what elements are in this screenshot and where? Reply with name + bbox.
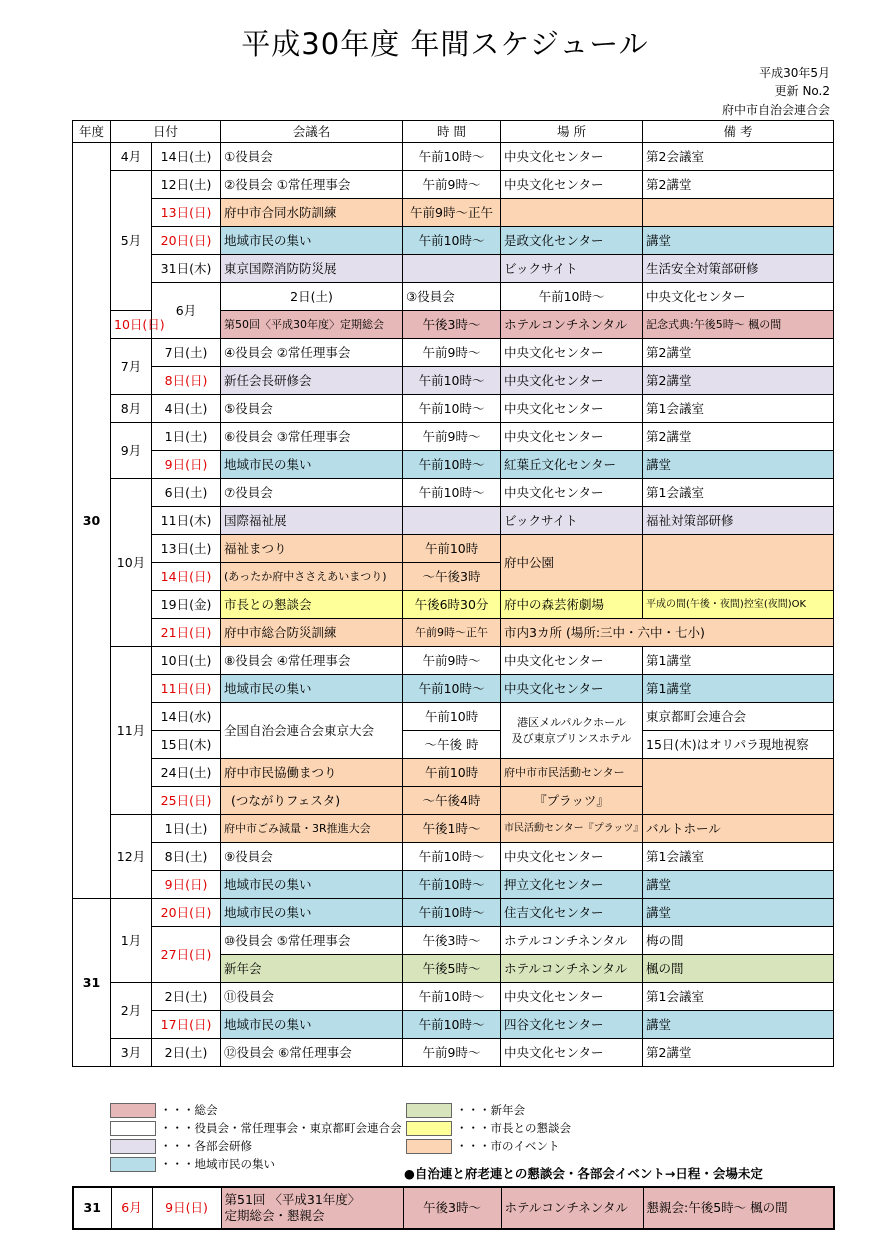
page-title: 平成30年度 年間スケジュール <box>241 27 649 61</box>
meeting-cell: 府中市民協働まつり <box>221 759 403 787</box>
fiscal-year-30: 30 <box>73 143 111 899</box>
table-row <box>73 703 834 731</box>
note-cell: 第2講堂 <box>643 367 834 395</box>
place-cell: 『プラッツ』 <box>501 787 643 815</box>
place-cell: 府中の森芸術劇場 <box>501 591 643 619</box>
place-cell: ビックサイト <box>501 507 643 535</box>
meeting-cell: 府中市合同水防訓練 <box>221 199 403 227</box>
meeting-cell: 地域市民の集い <box>221 675 403 703</box>
month-cell: 11月 <box>111 647 152 815</box>
month-cell: 10月 <box>111 479 152 647</box>
date-cell: 19日(金) <box>152 591 221 619</box>
note-cell: 講堂 <box>643 1011 834 1039</box>
header-meeting: 会議名 <box>221 121 403 143</box>
place-cell: 中央文化センター <box>501 1039 643 1067</box>
note-cell: 第1会議室 <box>643 479 834 507</box>
date-cell: 14日(土) <box>152 143 221 171</box>
month-cell: 8月 <box>111 395 152 423</box>
meeting-cell: 福祉まつり <box>221 535 403 563</box>
legend-swatch <box>406 1121 452 1136</box>
meeting-cell: ②役員会 ①常任理事会 <box>221 171 403 199</box>
meeting-cell: 東京国際消防防災展 <box>221 255 403 283</box>
place-cell: 府中公園 <box>501 535 643 591</box>
legend-label: ・・・地域市民の集い <box>160 1157 275 1171</box>
month-cell: 6月 <box>152 283 221 339</box>
date-cell: 1日(土) <box>152 423 221 451</box>
date-cell: 10日(日) <box>111 311 152 339</box>
note-cell: 福祉対策部研修 <box>643 507 834 535</box>
meeting-cell: ⑥役員会 ③常任理事会 <box>221 423 403 451</box>
note-cell: 第1会議室 <box>643 395 834 423</box>
table-row <box>73 1039 834 1067</box>
place-cell: 中央文化センター <box>501 843 643 871</box>
place-cell: 押立文化センター <box>501 871 643 899</box>
table-row <box>73 759 834 787</box>
date-cell: 8日(日) <box>152 367 221 395</box>
table-row <box>73 591 834 619</box>
note-cell: 第2会議室 <box>643 143 834 171</box>
place-cell: 府中市市民活動センター <box>501 759 643 787</box>
place-cell: 中央文化センター <box>501 479 643 507</box>
table-row <box>73 647 834 675</box>
place-cell: ビックサイト <box>501 255 643 283</box>
date-cell: 14日(日) <box>152 563 221 591</box>
meeting-cell: 地域市民の集い <box>221 1011 403 1039</box>
place-cell: 中央文化センター <box>501 339 643 367</box>
time-cell: 午前9時～正午 <box>403 199 501 227</box>
table-row <box>73 423 834 451</box>
place-cell: 中央文化センター <box>501 395 643 423</box>
time-cell: ～午後 時 <box>403 731 501 759</box>
meeting-cell: ①役員会 <box>221 143 403 171</box>
time-cell: 午前9時～ <box>403 171 501 199</box>
date-cell: 21日(日) <box>152 619 221 647</box>
legend-item <box>110 1157 275 1171</box>
legend-label: ・・・市のイベント <box>456 1139 560 1153</box>
note-cell: バルトホール <box>643 815 834 843</box>
legend-swatch <box>406 1103 452 1118</box>
table-row <box>73 395 834 423</box>
header-year: 年度 <box>73 121 111 143</box>
legend-item <box>406 1139 560 1153</box>
place-cell: 中央文化センター <box>643 283 834 311</box>
note-cell: 第2講堂 <box>643 339 834 367</box>
meeting-cell: ④役員会 ②常任理事会 <box>221 339 403 367</box>
note-cell: 記念式典:午後5時～ 楓の間 <box>643 311 834 339</box>
place-cell: ホテルコンチネンタル <box>501 1187 643 1229</box>
header-row <box>73 121 834 143</box>
month-cell: 6月 <box>111 1187 152 1229</box>
date-cell: 25日(日) <box>152 787 221 815</box>
time-cell: 午前10時～ <box>403 675 501 703</box>
legend-label: ・・・市長との懇談会 <box>456 1121 571 1135</box>
note-cell: 第2講堂 <box>643 171 834 199</box>
date-cell: 9日(日) <box>152 871 221 899</box>
date-cell: 11日(日) <box>152 675 221 703</box>
meeting-cell: 新年会 <box>221 955 403 983</box>
table-row <box>73 451 834 479</box>
header-place: 場 所 <box>501 121 643 143</box>
date-cell: 24日(土) <box>152 759 221 787</box>
place-cell: 中央文化センター <box>501 367 643 395</box>
table-row <box>73 619 834 647</box>
month-cell: 12月 <box>111 815 152 899</box>
date-cell: 20日(日) <box>152 227 221 255</box>
table-row <box>73 1187 834 1229</box>
time-cell: 午前10時～ <box>403 871 501 899</box>
update-number: 更新 No.2 <box>774 84 830 98</box>
month-cell: 7月 <box>111 339 152 395</box>
meeting-cell: ⑫役員会 ⑥常任理事会 <box>221 1039 403 1067</box>
month-cell: 4月 <box>111 143 152 171</box>
date-cell: 4日(土) <box>152 395 221 423</box>
note-cell: 懇親会:午後5時～ 楓の間 <box>643 1187 834 1229</box>
header-time: 時 間 <box>403 121 501 143</box>
table-row <box>73 1011 834 1039</box>
time-cell: ～午後3時 <box>403 563 501 591</box>
time-cell: 午前10時～ <box>403 899 501 927</box>
time-cell: 午前9時～ <box>403 339 501 367</box>
date-cell: 11日(木) <box>152 507 221 535</box>
meeting-cell: ⑪役員会 <box>221 983 403 1011</box>
time-cell: 午前10時～ <box>403 395 501 423</box>
note-cell: 平成の間(午後・夜間)控室(夜間)OK <box>643 591 834 619</box>
table-row <box>73 983 834 1011</box>
meeting-cell: 地域市民の集い <box>221 899 403 927</box>
note-cell: 15日(木)はオリパラ現地視察 <box>643 731 834 759</box>
table-row <box>73 227 834 255</box>
note-cell: 東京都町会連合会 <box>643 703 834 731</box>
time-cell: 午前10時 <box>403 703 501 731</box>
meeting-cell: ⑧役員会 ④常任理事会 <box>221 647 403 675</box>
table-row <box>73 479 834 507</box>
time-cell: 午後3時～ <box>403 927 501 955</box>
meeting-cell: 地域市民の集い <box>221 451 403 479</box>
table-row <box>73 283 834 311</box>
fiscal-year-cell: 31 <box>73 1187 111 1229</box>
place-cell <box>501 199 643 227</box>
time-cell: 午後1時～ <box>403 815 501 843</box>
meeting-cell: 市長との懇談会 <box>221 591 403 619</box>
header-date: 日付 <box>111 121 221 143</box>
note-cell: 講堂 <box>643 871 834 899</box>
table-row <box>73 339 834 367</box>
time-cell: 午後3時～ <box>403 311 501 339</box>
time-cell: 午後5時～ <box>403 955 501 983</box>
time-cell <box>403 255 501 283</box>
table-row <box>73 143 834 171</box>
meeting-cell: 地域市民の集い <box>221 227 403 255</box>
table-row <box>73 871 834 899</box>
next-year-general-meeting <box>72 1186 835 1230</box>
place-cell: 中央文化センター <box>501 983 643 1011</box>
month-cell: 2月 <box>111 983 152 1039</box>
time-cell: 午前9時～ <box>403 423 501 451</box>
place-cell: ホテルコンチネンタル <box>501 955 643 983</box>
date-cell: 12日(土) <box>152 171 221 199</box>
table-row <box>73 507 834 535</box>
date-cell: 9日(日) <box>152 1187 221 1229</box>
legend-label: ・・・総会 <box>160 1103 218 1117</box>
date-cell: 31日(木) <box>152 255 221 283</box>
meeting-cell: (つながりフェスタ) <box>221 787 403 815</box>
meeting-cell <box>221 1187 403 1229</box>
table-row <box>73 927 834 955</box>
legend-item <box>406 1103 525 1117</box>
time-cell: 午前10時～ <box>403 367 501 395</box>
place-cell: ホテルコンチネンタル <box>501 927 643 955</box>
date-cell: 17日(日) <box>152 1011 221 1039</box>
note-cell <box>643 535 834 591</box>
legend-item <box>110 1139 252 1153</box>
place-cell: 中央文化センター <box>501 647 643 675</box>
legend-swatch <box>110 1139 156 1154</box>
time-cell: 午前10時 <box>403 759 501 787</box>
meeting-cell: (あったか府中ささえあいまつり) <box>221 563 403 591</box>
note-cell: 第1会議室 <box>643 843 834 871</box>
time-cell: 午前9時～ <box>403 647 501 675</box>
note-cell: 梅の間 <box>643 927 834 955</box>
month-cell: 5月 <box>111 171 152 311</box>
note-cell: 第1講堂 <box>643 675 834 703</box>
note-cell: 第2講堂 <box>643 1039 834 1067</box>
time-cell: 午前10時～ <box>403 451 501 479</box>
legend-swatch <box>110 1157 156 1172</box>
legend-label: ・・・役員会・常任理事会・東京都町会連合会 <box>160 1121 402 1135</box>
date-cell: 7日(土) <box>152 339 221 367</box>
place-cell: 市内3カ所 (場所:三中・六中・七小) <box>501 619 834 647</box>
date-cell: 1日(土) <box>152 815 221 843</box>
table-row <box>73 535 834 563</box>
meeting-line: 第51回 〈平成31年度〉 <box>224 1192 361 1207</box>
legend-item <box>406 1121 571 1135</box>
table-row <box>73 255 834 283</box>
place-cell: 是政文化センター <box>501 227 643 255</box>
date-cell: 2日(土) <box>152 1039 221 1067</box>
table-row <box>73 815 834 843</box>
meeting-cell: 全国自治会連合会東京大会 <box>221 703 403 759</box>
organization: 府中市自治会連合会 <box>721 103 830 117</box>
month-cell: 9月 <box>111 423 152 479</box>
place-cell: ホテルコンチネンタル <box>501 311 643 339</box>
meeting-cell: 府中市総合防災訓練 <box>221 619 403 647</box>
note-cell <box>643 199 834 227</box>
meeting-cell: ⑦役員会 <box>221 479 403 507</box>
fiscal-year-31: 31 <box>73 899 111 1067</box>
meeting-cell: ⑩役員会 ⑤常任理事会 <box>221 927 403 955</box>
note-cell: 第2講堂 <box>643 423 834 451</box>
table-row <box>73 731 834 759</box>
note-cell: 生活安全対策部研修 <box>643 255 834 283</box>
note-cell: 講堂 <box>643 451 834 479</box>
meeting-line: 定期総会・懇親会 <box>224 1208 325 1223</box>
time-cell: 午前10時～ <box>403 227 501 255</box>
meeting-cell: ③役員会 <box>403 283 501 311</box>
place-cell: 四谷文化センター <box>501 1011 643 1039</box>
date-cell: 2日(土) <box>152 983 221 1011</box>
meeting-cell: 新任会長研修会 <box>221 367 403 395</box>
meeting-cell: 地域市民の集い <box>221 871 403 899</box>
meeting-cell: 国際福祉展 <box>221 507 403 535</box>
undecided-note: ●自治連と府老連との懇談会・各部会イベント→日程・会場未定 <box>404 1166 763 1181</box>
note-cell: 楓の間 <box>643 955 834 983</box>
note-cell: 第1講堂 <box>643 647 834 675</box>
legend-item <box>110 1103 218 1117</box>
header-note: 備 考 <box>643 121 834 143</box>
note-cell <box>643 759 834 815</box>
note-cell: 第1会議室 <box>643 983 834 1011</box>
time-cell: 午前10時～ <box>403 479 501 507</box>
date-cell: 8日(土) <box>152 843 221 871</box>
place-cell: 住吉文化センター <box>501 899 643 927</box>
time-cell: 午前10時～ <box>403 983 501 1011</box>
table-row <box>73 899 834 927</box>
place-cell: 中央文化センター <box>501 171 643 199</box>
table-row <box>73 199 834 227</box>
date-cell: 9日(日) <box>152 451 221 479</box>
place-cell: 中央文化センター <box>501 143 643 171</box>
month-cell: 3月 <box>111 1039 152 1067</box>
time-cell: 午前10時～ <box>501 283 643 311</box>
legend-swatch <box>110 1103 156 1118</box>
legend-label: ・・・新年会 <box>456 1103 525 1117</box>
issue-date: 平成30年5月 <box>759 66 830 80</box>
table-row <box>73 675 834 703</box>
legend-swatch <box>110 1121 156 1136</box>
meeting-cell: 第50回〈平成30年度〉定期総会 <box>221 311 403 339</box>
legend-label: ・・・各部会研修 <box>160 1139 252 1153</box>
time-cell: 午前10時～ <box>403 1011 501 1039</box>
meeting-cell: ⑨役員会 <box>221 843 403 871</box>
table-row <box>73 171 834 199</box>
schedule-table <box>72 120 834 1067</box>
date-cell: 10日(土) <box>152 647 221 675</box>
date-cell: 15日(木) <box>152 731 221 759</box>
table-row <box>73 843 834 871</box>
time-cell: 午前10時～ <box>403 143 501 171</box>
place-cell: 市民活動センター『プラッツ』 <box>501 815 643 843</box>
table-row <box>73 367 834 395</box>
time-cell <box>403 507 501 535</box>
place-cell: 中央文化センター <box>501 675 643 703</box>
place-cell: 紅葉丘文化センター <box>501 451 643 479</box>
place-cell: 中央文化センター <box>501 423 643 451</box>
note-cell: 講堂 <box>643 227 834 255</box>
time-cell: ～午後4時 <box>403 787 501 815</box>
date-cell: 13日(日) <box>152 199 221 227</box>
legend-swatch <box>406 1139 452 1154</box>
time-cell: 午前9時～正午 <box>403 619 501 647</box>
place-line: 及び東京プリンスホテル <box>511 731 632 745</box>
date-cell: 2日(土) <box>221 283 403 311</box>
legend-item <box>110 1121 402 1135</box>
time-cell: 午前10時 <box>403 535 501 563</box>
place-line: 港区メルパルクホール <box>517 715 626 729</box>
date-cell: 27日(日) <box>152 927 221 983</box>
date-cell: 6日(土) <box>152 479 221 507</box>
place-cell <box>501 703 643 759</box>
date-cell: 20日(日) <box>152 899 221 927</box>
date-cell: 14日(水) <box>152 703 221 731</box>
time-cell: 午後3時～ <box>403 1187 501 1229</box>
time-cell: 午前9時～ <box>403 1039 501 1067</box>
time-cell: 午後6時30分 <box>403 591 501 619</box>
date-cell: 13日(土) <box>152 535 221 563</box>
month-cell: 1月 <box>111 899 152 983</box>
note-cell: 講堂 <box>643 899 834 927</box>
meeting-cell: 府中市ごみ減量・3R推進大会 <box>221 815 403 843</box>
meeting-cell: ⑤役員会 <box>221 395 403 423</box>
time-cell: 午前10時～ <box>403 843 501 871</box>
